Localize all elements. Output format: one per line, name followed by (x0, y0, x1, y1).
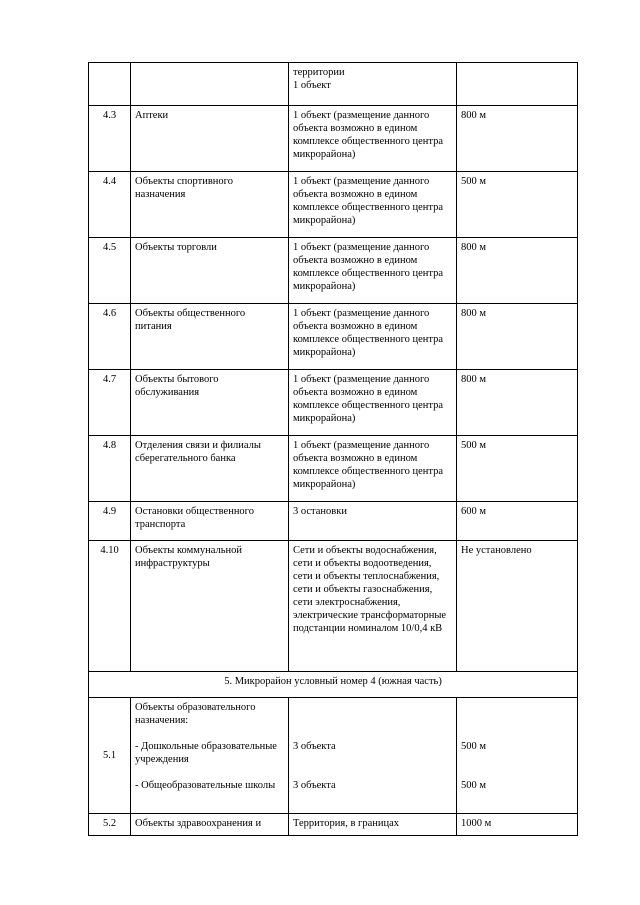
facility-distance (457, 698, 578, 814)
row-number: 4.3 (89, 106, 131, 172)
group-heading: Объекты образовательного назначения: (135, 702, 256, 726)
facility-distance: 1000 м (457, 814, 578, 836)
facility-distance: 800 м (457, 370, 578, 436)
table-row (89, 63, 578, 106)
table-row (89, 436, 578, 502)
table-row (89, 106, 578, 172)
facility-name: Объекты торговли (131, 238, 289, 304)
section-title: 5. Микрорайон условный номер 4 (южная часть) (89, 672, 578, 698)
table-row (89, 814, 578, 836)
facility-volume: Территория, в границах (289, 814, 457, 836)
row-number: 4.7 (89, 370, 131, 436)
facility-distance (457, 63, 578, 106)
row-number: 4.9 (89, 502, 131, 541)
facility-name (131, 698, 289, 814)
row-number: 5.1 (89, 698, 131, 814)
sub-item-volume: 3 объекта (293, 741, 336, 752)
facility-distance: 800 м (457, 106, 578, 172)
facility-volume: 3 остановки (289, 502, 457, 541)
facilities-table (88, 62, 578, 836)
facility-name: Объекты бытового обслуживания (131, 370, 289, 436)
facility-distance: 800 м (457, 304, 578, 370)
facility-name: Объекты спортивного назначения (131, 172, 289, 238)
facility-volume: Сети и объекты водоснабжения, сети и объекты водоотведения, сети и объекты теплоснабжения, сети и объекты газоснабжения, сети электроснабжения, электрические трансформаторные подстанции номиналом 10/0,4 кВ (289, 541, 457, 672)
section-header-row (89, 672, 578, 698)
facility-volume (289, 698, 457, 814)
facility-volume: 1 объект (размещение данного объекта возможно в едином комплексе общественного центра микрорайона) (289, 370, 457, 436)
facility-name: Объекты коммунальной инфраструктуры (131, 541, 289, 672)
table-row (89, 698, 578, 814)
facility-name: Объекты общественного питания (131, 304, 289, 370)
sub-item-volume: 3 объекта (293, 780, 336, 791)
row-number: 4.8 (89, 436, 131, 502)
row-number: 5.2 (89, 814, 131, 836)
row-number: 4.6 (89, 304, 131, 370)
facility-volume: территории 1 объект (289, 63, 457, 106)
table-row (89, 172, 578, 238)
row-number: 4.10 (89, 541, 131, 672)
facility-name (131, 63, 289, 106)
facility-distance: 600 м (457, 502, 578, 541)
sub-item-distance: 500 м (461, 780, 487, 791)
table-row (89, 370, 578, 436)
sub-item-name: - Дошкольные образовательные учреждения (135, 741, 277, 765)
facility-distance: 800 м (457, 238, 578, 304)
facility-volume: 1 объект (размещение данного объекта возможно в едином комплексе общественного центра микрорайона) (289, 304, 457, 370)
sub-item-distance: 500 м (461, 741, 487, 752)
row-number: 4.5 (89, 238, 131, 304)
facility-distance: 500 м (457, 172, 578, 238)
facility-distance: 500 м (457, 436, 578, 502)
row-number: 4.4 (89, 172, 131, 238)
facility-distance: Не установлено (457, 541, 578, 672)
table-row (89, 541, 578, 672)
facility-name: Объекты здравоохранения и (131, 814, 289, 836)
table-row (89, 502, 578, 541)
row-number (89, 63, 131, 106)
facility-volume: 1 объект (размещение данного объекта возможно в едином комплексе общественного центра микрорайона) (289, 238, 457, 304)
table-row (89, 304, 578, 370)
facility-name: Остановки общественного транспорта (131, 502, 289, 541)
table-row (89, 238, 578, 304)
facility-volume: 1 объект (размещение данного объекта возможно в едином комплексе общественного центра микрорайона) (289, 436, 457, 502)
sub-item-name: - Общеобразовательные школы (135, 780, 276, 791)
facility-name: Аптеки (131, 106, 289, 172)
facility-volume: 1 объект (размещение данного объекта возможно в едином комплексе общественного центра микрорайона) (289, 106, 457, 172)
facility-volume: 1 объект (размещение данного объекта возможно в едином комплексе общественного центра микрорайона) (289, 172, 457, 238)
facility-name: Отделения связи и филиалы сберегательного банка (131, 436, 289, 502)
